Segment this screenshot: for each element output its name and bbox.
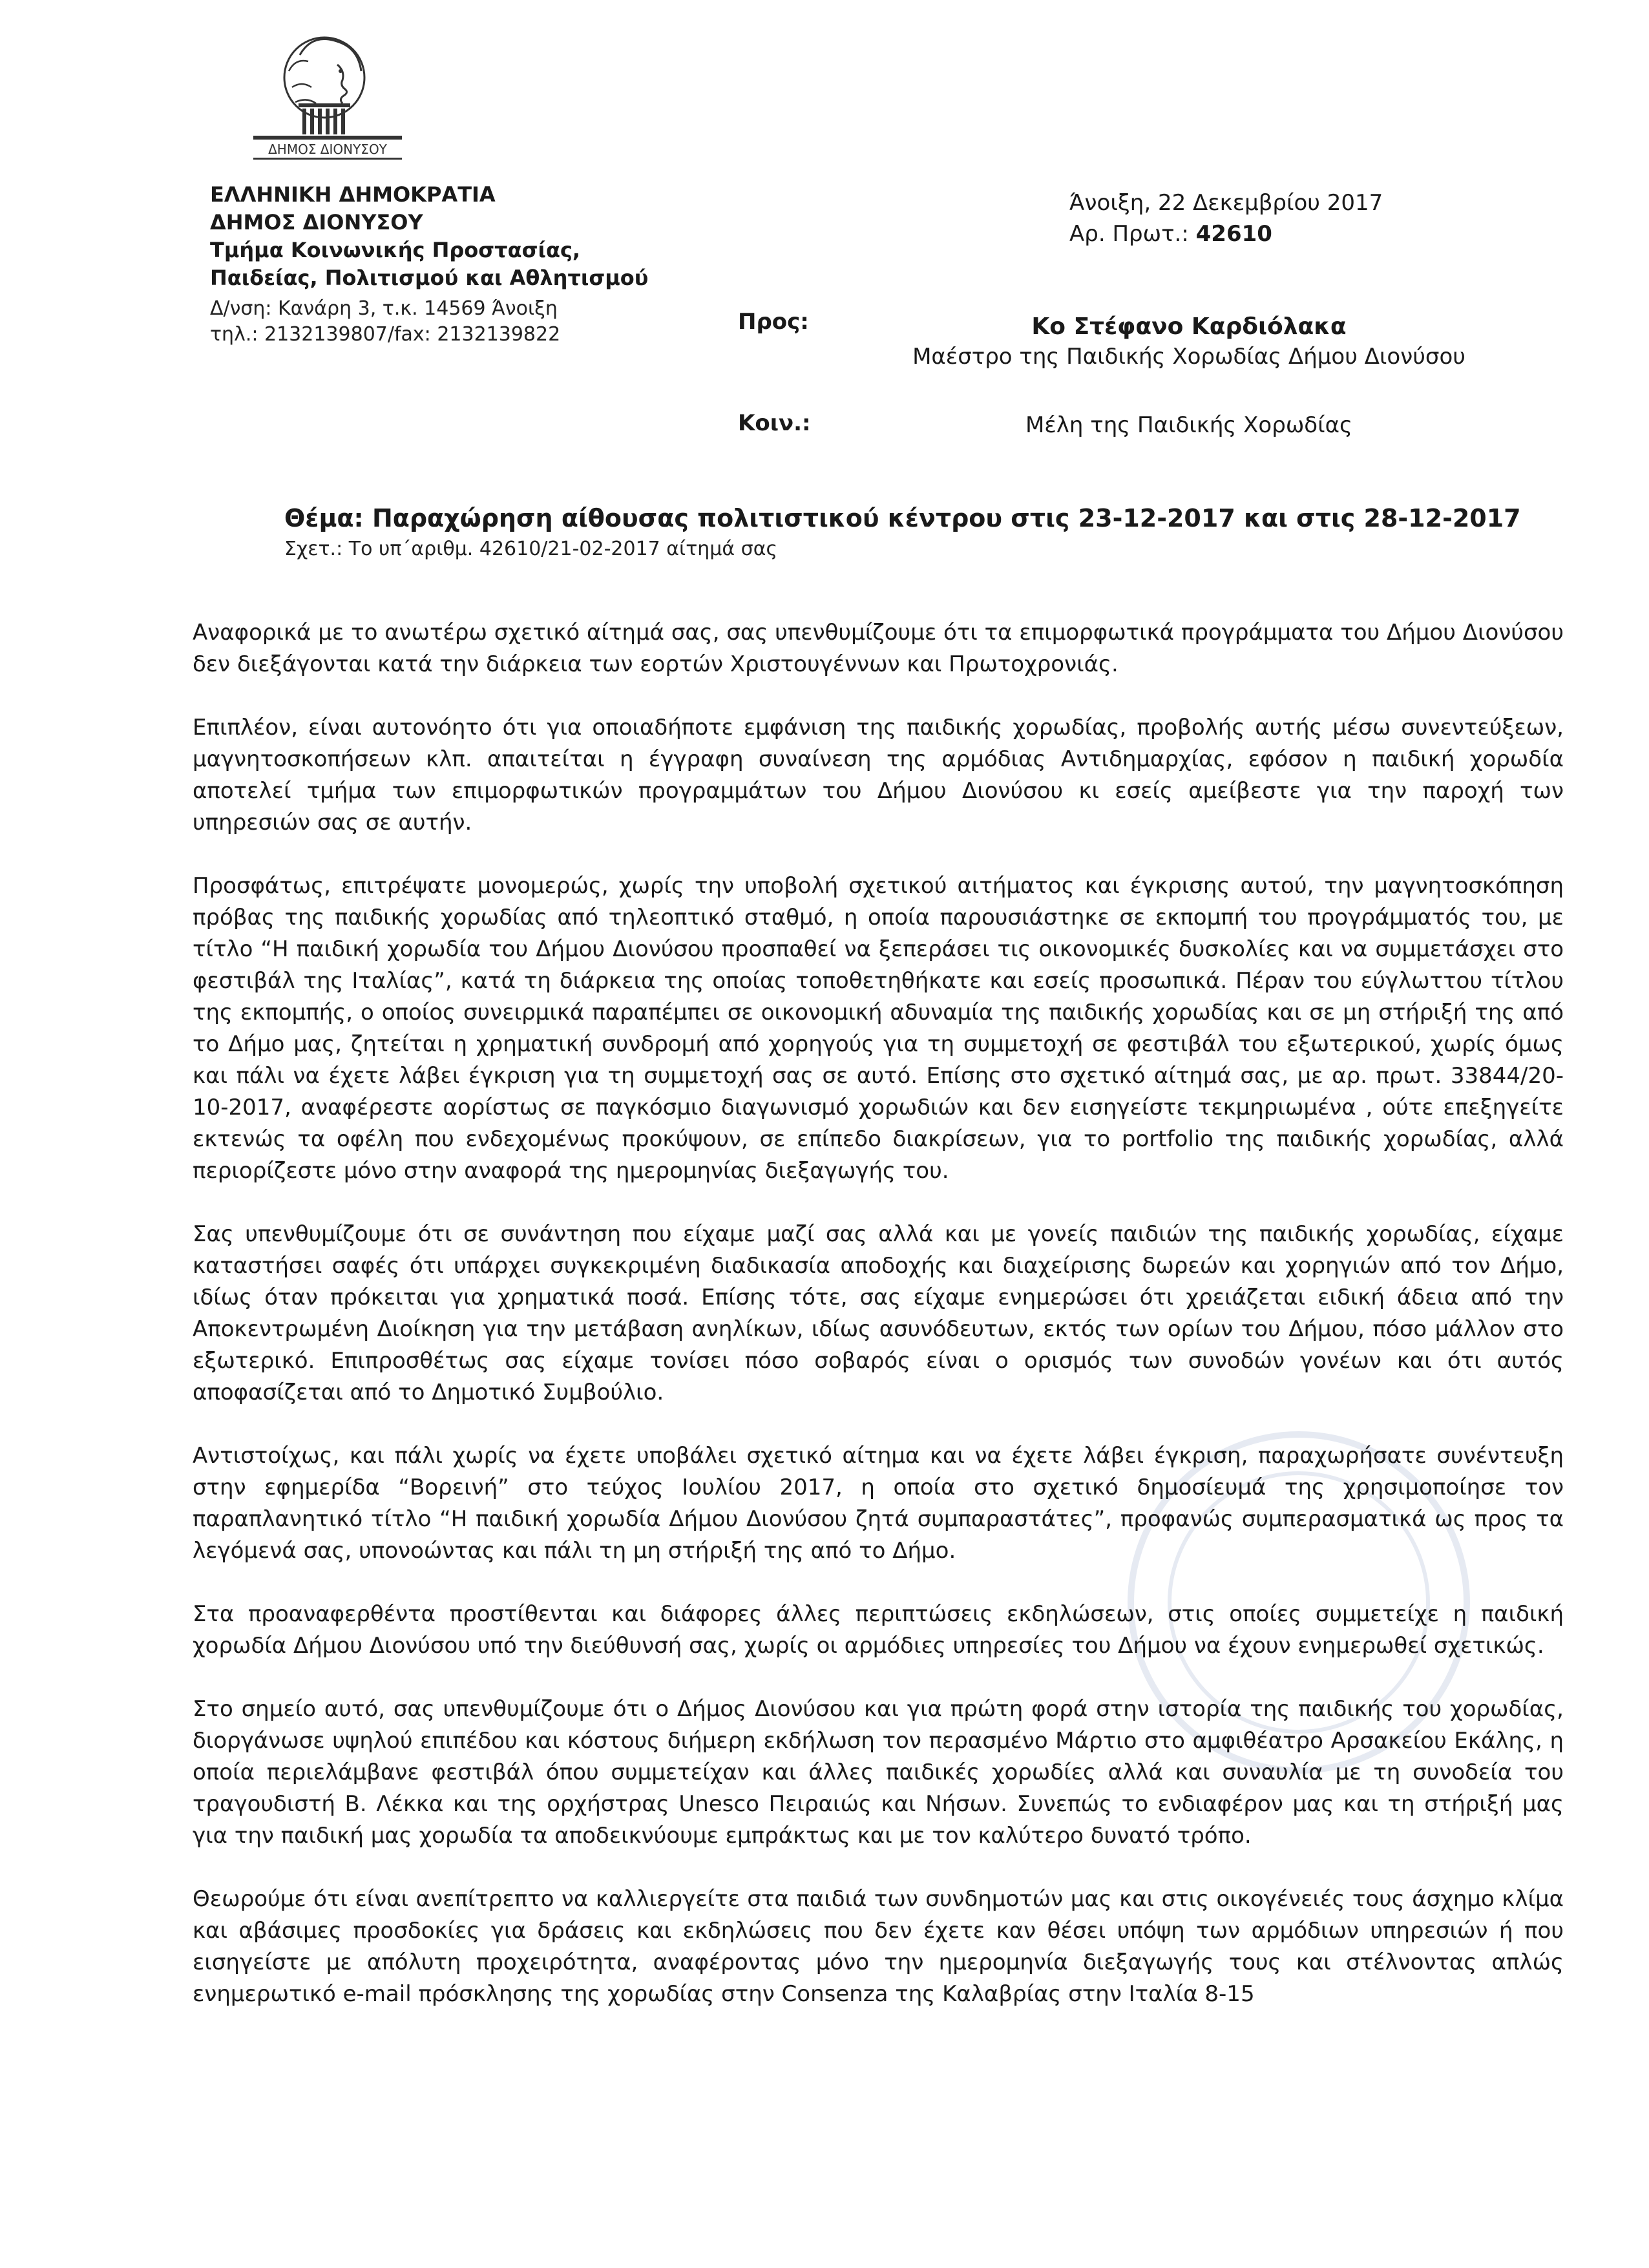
body-paragraph-6: Στα προαναφερθέντα προστίθενται και διάφορες άλλες περιπτώσεις εκδηλώσεων, στις οποίες συμμετείχε η παιδική χορωδία Δήμου Διονύσου υπό την διεύθυνσή σας, χωρίς οι αρμόδιες υπηρεσίες του Δήμου να έχουν ενημερωθεί σχετικώς. <box>193 1601 1564 1659</box>
body-paragraph-1: Αναφορικά με το ανωτέρω σχετικό αίτημά σας, σας υπενθυμίζουμε ότι τα επιμορφωτικά προγράμματα του Δήμου Διονύσου δεν διεξάγονται κατά την διάρκεια των εορτών Χριστουγέννων και Πρωτοχρονιάς. <box>193 620 1564 677</box>
sender-municipality: ΔΗΜΟΣ ΔΙΟΝΥΣΟΥ <box>210 210 423 235</box>
sender-department-2: Παιδείας, Πολιτισμού και Αθλητισμού <box>210 266 649 290</box>
date-block <box>1069 187 1522 249</box>
to-label: Προς: <box>738 309 809 335</box>
body-paragraph-2: Επιπλέον, είναι αυτονόητο ότι για οποιαδήποτε εμφάνιση της παιδικής χορωδίας, προβολής αυτής μέσω συνεντεύξεων, μαγνητοσκοπήσεων κλπ. απαιτείται η έγγραφη συναίνεση της αρμόδιας Αντιδημαρχίας, εφόσον η παιδική χορωδία αποτελεί τμήμα των επιμορφωτικών προγραμμάτων του Δήμου Διονύσου κι εσείς αμείβεστε για την παροχή των υπηρεσιών σας σε αυτήν. <box>193 715 1564 835</box>
reference-line: Σχετ.: Το υπ΄αριθμ. 42610/21-02-2017 αίτημά σας <box>284 538 778 560</box>
body-paragraph-5: Αντιστοίχως, και πάλι χωρίς να έχετε υποβάλει σχετικό αίτημα και να έχετε λάβει έγκριση, παραχωρήσατε συνέντευξη στην εφημερίδα “Βορεινή” στο τεύχος Ιουλίου 2017, η οποία στο σχετικό δημοσίευμά της χρησιμοποίησε τον παραπλανητικό τίτλο “Η παιδική χορωδία Δήμου Διονύσου ζητά συμπαραστάτες”, προφανώς συμπερασματικά ως προς τα λεγόμενά σας, υπονοώντας και πάλι τη μη στήριξή της από το Δήμο. <box>193 1443 1564 1564</box>
protocol-label: Αρ. Πρωτ.: <box>1069 221 1189 247</box>
body-paragraph-8: Θεωρούμε ότι είναι ανεπίτρεπτο να καλλιεργείτε στα παιδιά των συνδημοτών μας και στις οικογένειές τους άσχημο κλίμα και αβάσιμες προσδοκίες για δράσεις και εκδηλώσεις που δεν έχετε καν θέσει υπόψη των αρμόδιων υπηρεσιών ή που εισηγείστε με απόλυτη προχειρότητα, αναφέροντας μόνο την ημερομηνία διεξαγωγής τους και στέλνοντας απλώς ενημερωτικό e-mail πρόσκλησης της χορωδίας στην Consenza της Καλαβρίας στην Ιταλία 8-15 <box>193 1886 1564 2007</box>
protocol-number: 42610 <box>1195 221 1272 247</box>
cc-label: Κοιν.: <box>738 410 811 436</box>
dionysos-head-emblem <box>227 26 421 162</box>
sender-address: Δ/νση: Κανάρη 3, τ.κ. 14569 Άνοιξη <box>210 297 558 320</box>
protocol-line <box>1069 218 1522 249</box>
sender-country: ΕΛΛΗΝΙΚΗ ΔΗΜΟΚΡΑΤΙΑ <box>210 182 496 207</box>
place-date: Άνοιξη, 22 Δεκεμβρίου 2017 <box>1069 190 1383 216</box>
body-paragraph-4: Σας υπενθυμίζουμε ότι σε συνάντηση που είχαμε μαζί σας αλλά και με γονείς παιδιών της παιδικής χορωδίας, είχαμε καταστήσει σαφές ότι υπάρχει συγκεκριμένη διαδικασία αποδοχής και διαχείρισης δωρεών και χορηγιών από τον Δήμο, ιδίως όταν πρόκειται για χρηματικά ποσά. Επίσης τότε, σας είχαμε ενημερώσει ότι χρειάζεται ειδική άδεια από την Αποκεντρωμένη Διοίκηση για την μετάβαση ανηλίκων, ιδίως ασυνόδευτων, εκτός των ορίων του Δήμου, πόσο μάλλον στο εξωτερικό. Επιπροσθέτως σας είχαμε τονίσει πόσο σοβαρός είναι ο ορισμός των συνοδών γονέων και ότι αυτός αποφασίζεται από το Δημοτικό Συμβούλιο. <box>193 1221 1564 1405</box>
logo-caption: ΔΗΜΟΣ ΔΙΟΝΥΣΟΥ <box>268 142 387 157</box>
recipient-name: Κο Στέφανο Καρδιόλακα <box>1031 313 1347 340</box>
body-paragraph-7: Στο σημείο αυτό, σας υπενθυμίζουμε ότι ο Δήμος Διονύσου και για πρώτη φορά στην ιστορία της παιδικής του χορωδίας, διοργάνωσε υψηλού επιπέδου και κόστους διήμερη εκδήλωση τον περασμένο Μάρτιο στο αμφιθέατρο Αρσακείου Εκάλης, η οποία περιελάμβανε φεστιβάλ όπου συμμετείχαν και άλλες παιδικές χορωδίες αλλά και συναυλία με τη συνοδεία του τραγουδιστή Β. Λέκκα και της ορχήστρας Unesco Πειραιώς και Νήσων. Συνεπώς το ενδιαφέρον μας και τη στήριξή μας για την παιδική μας χορωδία τα αποδεικνύουμε εμπράκτως και με τον καλύτερο δυνατό τρόπο. <box>193 1696 1564 1849</box>
subject-line: Θέμα: Παραχώρηση αίθουσας πολιτιστικού κέντρου στις 23-12-2017 και στις 28-12-2017 <box>284 504 1521 532</box>
letter-body <box>193 617 1564 2042</box>
body-paragraph-3: Προσφάτως, επιτρέψατε μονομερώς, χωρίς την υποβολή σχετικού αιτήματος και έγκρισης αυτού, την μαγνητοσκόπηση πρόβας της παιδικής χορωδίας από τηλεοπτικό σταθμό, η οποία παρουσιάστηκε σε εκπομπή του προγράμματός του, με τίτλο “Η παιδική χορωδία του Δήμου Διονύσου προσπαθεί να ξεπεράσει τις οικονομικές δυσκολίες και να συμμετάσχει στο φεστιβάλ της Ιταλίας”, κατά τη διάρκεια της οποίας τοποθετηθήκατε και εσείς προσωπικά. Πέραν του εύγλωττου τίτλου της εκπομπής, ο οποίος συνειρμικά παραπέμπει σε οικονομική αδυναμία της παιδικής χορωδίας και σε μη στήριξή της από το Δήμο μας, ζητείται η χρηματική συνδρομή από χορηγούς για τη συμμετοχή σε φεστιβάλ του εξωτερικού, χωρίς όμως και πάλι να έχετε λάβει έγκριση για τη συμμετοχή σας σε αυτό. Επίσης στο σχετικό αίτημά σας, με αρ. πρωτ. 33844/20-10-2017, αναφέρεστε αορίστως σε παγκόσμιο διαγωνισμό χορωδιών και δεν εισηγείστε τεκμηριωμένα , ούτε επεξηγείτε εκτενώς τα οφέλη που ενδεχομένως προκύψουν, σε επίπεδο διακρίσεων, για το portfolio της παιδικής χορωδίας, αλλά περιορίζεστε μόνο στην αναφορά της ημερομηνίας διεξαγωγής του. <box>193 873 1564 1184</box>
cc-value: Μέλη της Παιδικής Χορωδίας <box>1025 412 1352 438</box>
sender-phone: τηλ.: 2132139807/fax: 2132139822 <box>210 323 561 346</box>
sender-block <box>210 181 701 348</box>
sender-department-1: Τμήμα Κοινωνικής Προστασίας, <box>210 238 581 262</box>
municipality-logo <box>227 26 421 162</box>
recipient-role: Μαέστρο της Παιδικής Χορωδίας Δήμου Διονύσου <box>912 344 1465 370</box>
